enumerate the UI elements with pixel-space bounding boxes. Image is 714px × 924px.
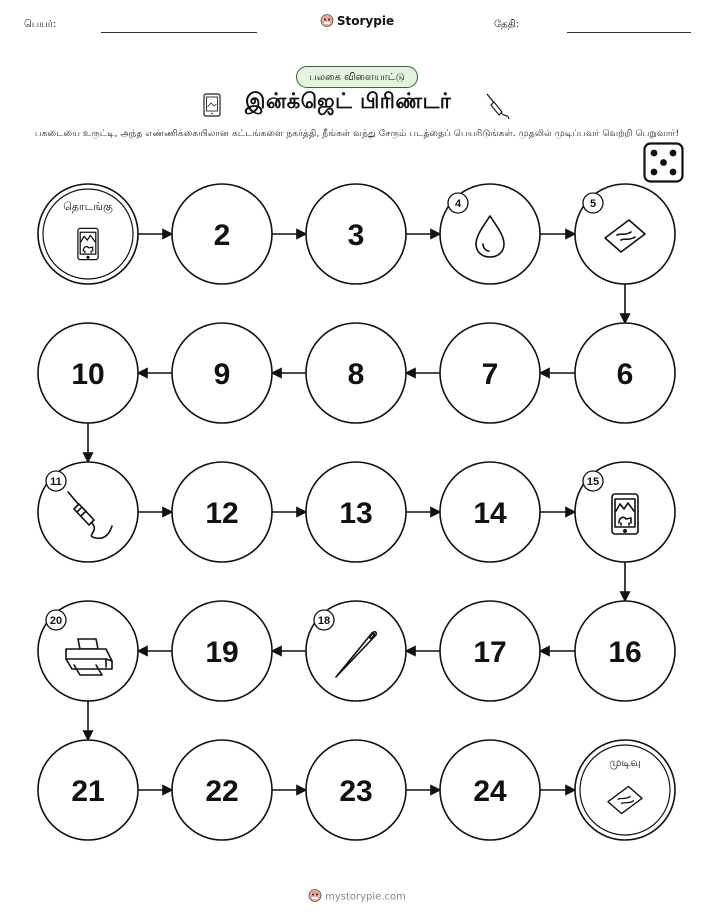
cell-number: 12 — [205, 497, 239, 530]
cell-badge-number: 5 — [589, 198, 597, 210]
board-cell-16 — [575, 601, 675, 701]
board-cell-10 — [38, 323, 138, 423]
cell-number: 10 — [71, 358, 105, 391]
board-cell-21 — [38, 740, 138, 840]
board-cell-2 — [172, 184, 272, 284]
footer — [0, 888, 714, 905]
footer-mascot-icon — [308, 888, 322, 905]
board-cell-14 — [440, 462, 540, 562]
board-cell-18 — [306, 601, 406, 701]
board-cell-3 — [306, 184, 406, 284]
board-cell-24 — [440, 740, 540, 840]
cell-number: 2 — [213, 219, 231, 252]
cell-number: 6 — [616, 358, 634, 391]
tablet-icon — [612, 494, 638, 534]
cell-number: 7 — [481, 358, 499, 391]
tablet-icon — [78, 228, 98, 259]
date-label: தேதி: — [494, 19, 520, 30]
cell-number: 24 — [473, 775, 507, 808]
cell-number: 23 — [339, 775, 373, 808]
board-cell-4 — [440, 184, 540, 284]
board-cell-8 — [306, 323, 406, 423]
board-cell-5 — [575, 184, 675, 284]
cell-badge-number: 15 — [586, 476, 600, 488]
board-cell-7 — [440, 323, 540, 423]
board-cell-15 — [575, 462, 675, 562]
instructions: பகடையை உருட்டி, அந்த எண்ணிக்கையிலான கட்டங்களை நகர்த்தி, நீங்கள் வந்து சேரும் படத்தைப் பெயரிடுங்கள். முதலில் முடிப்பவர் வெற்றி பெறுவார்! — [34, 128, 680, 139]
cell-number: 3 — [347, 219, 365, 252]
board-cell-20 — [38, 601, 138, 701]
cell-badge-number: 4 — [454, 198, 462, 210]
end-label: முடிவு — [609, 756, 641, 769]
brand-name: Storypie — [336, 14, 395, 28]
board-cell-25 — [575, 740, 675, 840]
board-cell-12 — [172, 462, 272, 562]
cell-number: 22 — [205, 775, 239, 808]
cell-number: 21 — [71, 775, 105, 808]
board-cell-13 — [306, 462, 406, 562]
cell-badge-number: 18 — [317, 615, 331, 627]
board-game-badge: பலகை விளையாட்டு — [296, 66, 418, 88]
cell-number: 14 — [473, 497, 507, 530]
board-cells — [38, 184, 675, 840]
footer-url: mystorypie.com — [325, 891, 406, 903]
board-cell-19 — [172, 601, 272, 701]
board-cell-1 — [38, 184, 138, 284]
board-cell-22 — [172, 740, 272, 840]
board-cell-11 — [38, 462, 138, 562]
board-cell-9 — [172, 323, 272, 423]
start-label: தொடங்கு — [63, 200, 113, 213]
cell-number: 19 — [205, 636, 239, 669]
cell-number: 13 — [339, 497, 373, 530]
page-title: இன்க்ஜெட் பிரிண்டர் — [245, 89, 452, 113]
cell-number: 17 — [473, 636, 507, 669]
name-label: பெயர்: — [24, 19, 57, 30]
board-cell-6 — [575, 323, 675, 423]
cell-number: 16 — [608, 636, 642, 669]
cell-badge-number: 11 — [50, 476, 62, 488]
board-cell-23 — [306, 740, 406, 840]
cell-badge-number: 20 — [49, 615, 63, 627]
board-cell-17 — [440, 601, 540, 701]
cell-number: 8 — [347, 358, 365, 391]
cell-number: 9 — [213, 358, 231, 391]
